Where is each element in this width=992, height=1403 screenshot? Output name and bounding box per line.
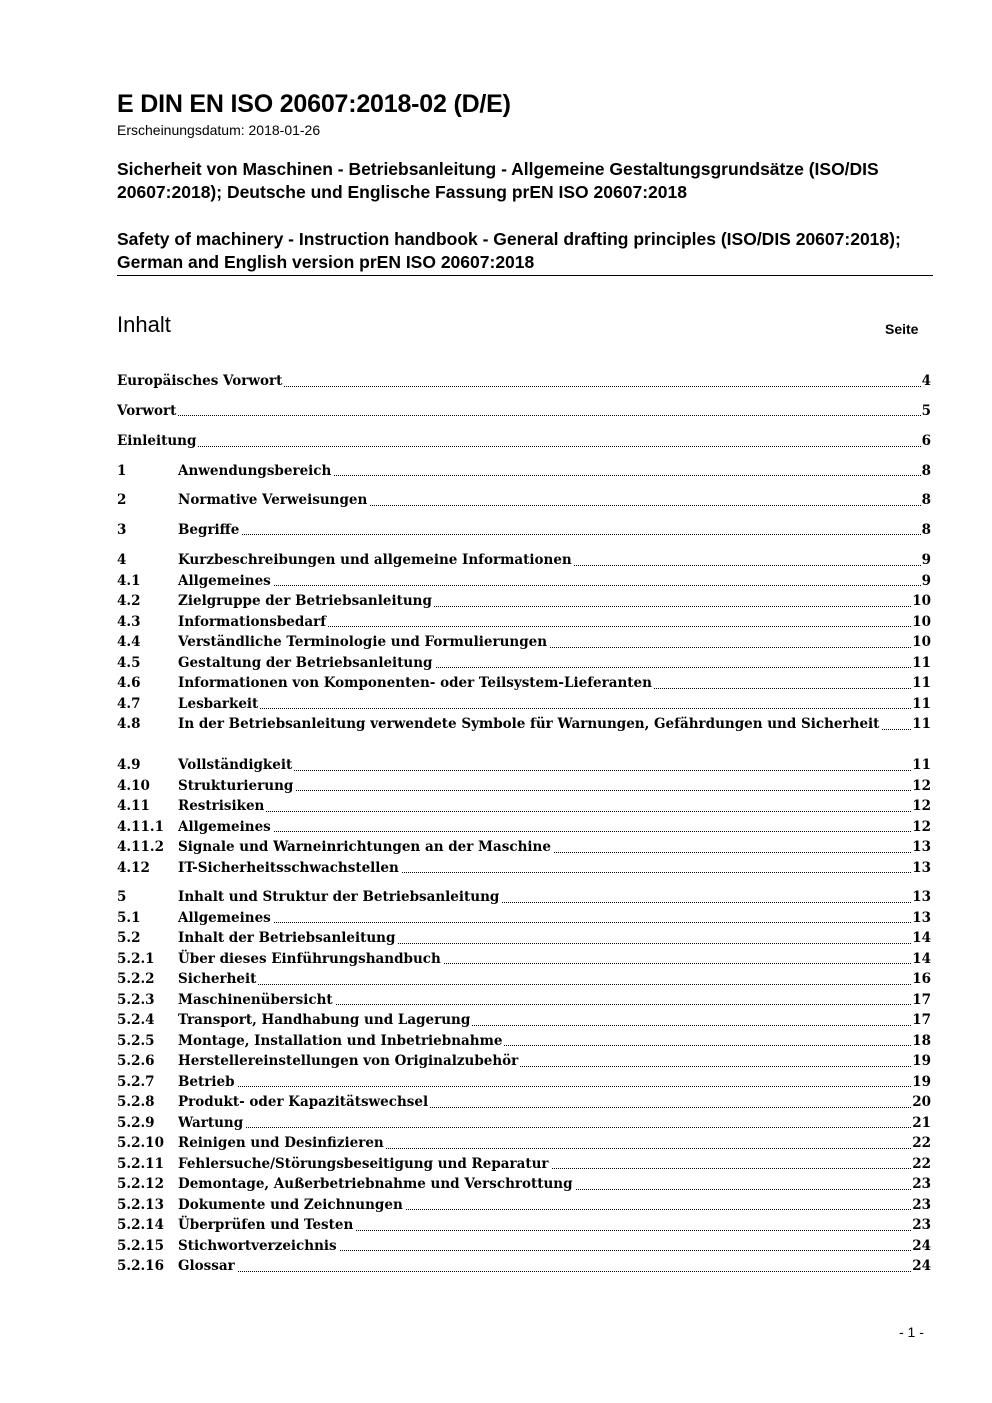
toc-entry-page: 11: [911, 694, 931, 715]
toc-entry-title: Lesbarkeit: [178, 695, 259, 712]
header-divider: [117, 275, 933, 276]
toc-entry-title: Restrisiken: [178, 798, 265, 814]
toc-entry[interactable]: [117, 969, 931, 990]
toc-entry[interactable]: [117, 755, 931, 776]
toc-entry-number: 1: [117, 462, 127, 479]
toc-entry-number: 4: [117, 552, 127, 568]
toc-entry-page: 8: [921, 520, 931, 541]
toc-entry[interactable]: [117, 653, 931, 674]
toc-entry-page: 23: [911, 1174, 931, 1195]
publication-date: Erscheinungsdatum: 2018-01-26: [117, 122, 321, 138]
toc-entry-title: Herstellereinstellungen von Originalzubehör: [178, 1053, 519, 1069]
toc-entry-number: 4.11: [117, 798, 150, 814]
toc-entry-title: Signale und Warneinrichtungen an der Maschine: [178, 839, 551, 855]
toc-entry[interactable]: [117, 887, 931, 908]
toc-entry-title: IT-Sicherheitsschwachstellen: [178, 859, 399, 876]
toc-entry-title: Einleitung: [117, 433, 197, 449]
toc-entry-title: Demontage, Außerbetriebnahme und Verschrottung: [178, 1176, 573, 1192]
toc-entry-title: Inhalt und Struktur der Betriebsanleitung: [178, 889, 500, 905]
toc-entry-title: Begriffe: [178, 521, 240, 538]
toc-entry[interactable]: [117, 908, 931, 929]
toc-entry-page: 22: [911, 1154, 931, 1175]
toc-entry-number: 4.6: [117, 675, 141, 691]
toc-entry[interactable]: [117, 990, 931, 1011]
toc-entry-page: 11: [911, 653, 931, 674]
toc-entry-page: 12: [911, 776, 931, 797]
toc-entry-number: 4.9: [117, 757, 141, 773]
toc-entry-title: Stichwortverzeichnis: [178, 1237, 337, 1254]
toc-entry-page: 13: [911, 887, 931, 908]
toc-entry-page: 8: [921, 461, 931, 482]
toc-entry-page: 11: [911, 755, 931, 776]
toc-entry[interactable]: [117, 949, 931, 970]
toc-entry-number: 5.1: [117, 909, 141, 926]
toc-entry-title: Reinigen und Desinfizieren: [178, 1135, 384, 1151]
toc-entry[interactable]: [117, 1072, 931, 1093]
toc-entry-title: Sicherheit: [178, 971, 257, 987]
toc-entry-number: 5.2.12: [117, 1176, 164, 1192]
toc-entry[interactable]: [117, 612, 931, 633]
toc-entry-title: Überprüfen und Testen: [178, 1217, 354, 1233]
toc-entry-number: 5.2.8: [117, 1094, 155, 1110]
document-id: E DIN EN ISO 20607:2018-02 (D/E): [117, 90, 511, 118]
toc-entry-page: 14: [911, 928, 931, 949]
toc-entry-page: 12: [911, 817, 931, 838]
toc-entry-title: Fehlersuche/Störungsbeseitigung und Reparatur: [178, 1155, 549, 1172]
toc-entry-number: 5.2.7: [117, 1073, 155, 1090]
toc-entry[interactable]: [117, 461, 931, 482]
toc-entry-page: 13: [911, 908, 931, 929]
toc-entry[interactable]: [117, 571, 931, 592]
toc-entry-page: 17: [911, 1010, 931, 1031]
toc-entry-number: 4.3: [117, 613, 141, 630]
toc-entry-number: 5.2.14: [117, 1217, 164, 1233]
toc-entry-number: 5.2.13: [117, 1196, 164, 1213]
toc-entry[interactable]: [117, 714, 931, 755]
toc-entry-title: Allgemeines: [178, 909, 271, 926]
toc-entry-title: Allgemeines: [178, 572, 271, 589]
toc-entry-number: 5.2.9: [117, 1114, 155, 1131]
toc-entry-page: 24: [911, 1236, 931, 1257]
toc-entry-title: Produkt- oder Kapazitätswechsel: [178, 1094, 429, 1110]
toc-entry-number: 5.2.16: [117, 1258, 164, 1274]
toc-entry-page: 9: [921, 550, 931, 571]
toc-entry[interactable]: [117, 1092, 931, 1113]
toc-entry-number: 4.12: [117, 859, 150, 876]
table-of-contents: [117, 371, 931, 1277]
toc-entry-title: Vorwort: [117, 402, 177, 419]
toc-entry[interactable]: [117, 1051, 931, 1072]
toc-entry-title: Normative Verweisungen: [178, 492, 368, 508]
toc-entry[interactable]: [117, 1215, 931, 1236]
toc-entry-page: 4: [921, 371, 931, 392]
toc-entry-title: Allgemeines: [178, 818, 271, 835]
page-number: - 1 -: [899, 1324, 924, 1340]
toc-entry[interactable]: [117, 1154, 931, 1175]
toc-entry-title: Anwendungsbereich: [178, 462, 332, 479]
toc-entry-number: 4.8: [117, 716, 141, 732]
toc-entry-title: Dokumente und Zeichnungen: [178, 1196, 403, 1213]
toc-entry-page: 14: [911, 949, 931, 970]
toc-entry-number: 5.2: [117, 930, 141, 946]
toc-entry-page: 10: [911, 612, 931, 633]
toc-entry-number: 5.2.6: [117, 1053, 155, 1069]
toc-entry[interactable]: [117, 1195, 931, 1216]
toc-entry-page: 23: [911, 1195, 931, 1216]
toc-entry-title: Zielgruppe der Betriebsanleitung: [178, 593, 432, 609]
toc-entry-title: Vollständigkeit: [178, 757, 293, 773]
toc-entry[interactable]: [117, 591, 931, 612]
toc-entry-page: 6: [921, 431, 931, 452]
toc-entry-number: 4.2: [117, 593, 141, 609]
toc-entry[interactable]: [117, 858, 931, 879]
toc-entry-number: 3: [117, 521, 127, 538]
toc-entry-number: 5.2.3: [117, 991, 155, 1008]
toc-entry-page: 10: [911, 632, 931, 653]
toc-entry[interactable]: [117, 928, 931, 949]
toc-entry-number: 5.2.1: [117, 950, 155, 967]
toc-entry-number: 2: [117, 492, 127, 508]
toc-entry-number: 5.2.5: [117, 1032, 155, 1049]
toc-entry[interactable]: [117, 776, 931, 797]
toc-entry-number: 4.11.1: [117, 818, 164, 835]
toc-entry-page: 11: [911, 673, 931, 694]
toc-entry-page: 12: [911, 796, 931, 817]
toc-entry-page: 20: [911, 1092, 931, 1113]
toc-entry[interactable]: [117, 431, 931, 452]
toc-entry[interactable]: [117, 1174, 931, 1195]
toc-entry[interactable]: [117, 550, 931, 571]
toc-entry-title: Informationsbedarf: [178, 613, 327, 630]
toc-entry-page: 22: [911, 1133, 931, 1154]
toc-entry-title: Transport, Handhabung und Lagerung: [178, 1012, 471, 1028]
toc-entry[interactable]: [117, 796, 931, 817]
toc-entry-page: 23: [911, 1215, 931, 1236]
toc-entry-title: Wartung: [178, 1114, 244, 1131]
toc-entry-number: 4.10: [117, 777, 150, 794]
toc-entry-number: 5.2.10: [117, 1135, 164, 1151]
toc-entry-title: Betrieb: [178, 1073, 235, 1090]
toc-entry[interactable]: [117, 1236, 931, 1257]
title-english: Safety of machinery - Instruction handbook - General drafting principles (ISO/DIS 20607:2018); German and English version prEN ISO 20607:2018: [117, 229, 901, 272]
toc-entry-page: 9: [921, 571, 931, 592]
toc-entry[interactable]: [117, 632, 931, 653]
toc-entry-number: 4.4: [117, 634, 141, 650]
toc-entry-page: 24: [911, 1256, 931, 1277]
toc-entry[interactable]: [117, 371, 931, 392]
toc-entry-number: 4.7: [117, 695, 141, 712]
toc-entry-title: Maschinenübersicht: [178, 991, 333, 1008]
toc-heading: Inhalt: [117, 312, 171, 337]
toc-entry[interactable]: [117, 1010, 931, 1031]
toc-entry[interactable]: [117, 1113, 931, 1134]
toc-entry-number: 5.2.2: [117, 971, 155, 987]
toc-entry-number: 5.2.15: [117, 1237, 164, 1254]
toc-entry-title: In der Betriebsanleitung verwendete Symbole für Warnungen, Gefährdungen und Sicherheit: [178, 716, 880, 732]
toc-entry-title: Gestaltung der Betriebsanleitung: [178, 654, 433, 671]
toc-entry-page: 19: [911, 1051, 931, 1072]
toc-entry-page: 5: [921, 401, 931, 422]
toc-entry-title: Strukturierung: [178, 777, 294, 794]
toc-entry-number: 5.2.4: [117, 1012, 155, 1028]
toc-entry-title: Verständliche Terminologie und Formulierungen: [178, 634, 548, 650]
toc-entry[interactable]: [117, 490, 931, 511]
toc-entry[interactable]: [117, 817, 931, 838]
toc-entry-title: Glossar: [178, 1258, 235, 1274]
toc-entry-page: 21: [911, 1113, 931, 1134]
toc-entry-page: 19: [911, 1072, 931, 1093]
toc-entry[interactable]: [117, 837, 931, 858]
toc-entry-page: 13: [911, 858, 931, 879]
toc-entry-page: 10: [911, 591, 931, 612]
toc-entry[interactable]: [117, 673, 931, 694]
toc-entry-number: 4.5: [117, 654, 141, 671]
toc-entry-title: Informationen von Komponenten- oder Teilsystem-Lieferanten: [178, 675, 652, 691]
toc-page-label: Seite: [885, 321, 919, 337]
toc-entry[interactable]: [117, 401, 931, 422]
toc-entry-page: 17: [911, 990, 931, 1011]
toc-entry-number: 5: [117, 889, 127, 905]
toc-entry-page: 16: [911, 969, 931, 990]
toc-entry[interactable]: [117, 1031, 931, 1052]
toc-entry-title: Inhalt der Betriebsanleitung: [178, 930, 396, 946]
toc-entry-page: 11: [911, 714, 931, 735]
toc-entry-number: 4.11.2: [117, 839, 164, 855]
toc-entry-title: Europäisches Vorwort: [117, 373, 283, 389]
toc-entry-title: Über dieses Einführungshandbuch: [178, 950, 441, 967]
toc-entry[interactable]: [117, 694, 931, 715]
toc-entry-page: 8: [921, 490, 931, 511]
toc-entry[interactable]: [117, 1133, 931, 1154]
toc-entry-number: 5.2.11: [117, 1155, 164, 1172]
toc-entry[interactable]: [117, 1256, 931, 1277]
toc-entry-page: 18: [911, 1031, 931, 1052]
toc-entry[interactable]: [117, 520, 931, 541]
title-german: Sicherheit von Maschinen - Betriebsanleitung - Allgemeine Gestaltungsgrundsätze (ISO/DIS 20607:2018); Deutsche und Englische Fassung prEN ISO 20607:2018: [117, 159, 879, 202]
toc-entry-title: Kurzbeschreibungen und allgemeine Informationen: [178, 552, 572, 568]
toc-entry-title: Montage, Installation und Inbetriebnahme: [178, 1032, 503, 1049]
toc-entry-number: 4.1: [117, 572, 141, 589]
toc-entry-page: 13: [911, 837, 931, 858]
